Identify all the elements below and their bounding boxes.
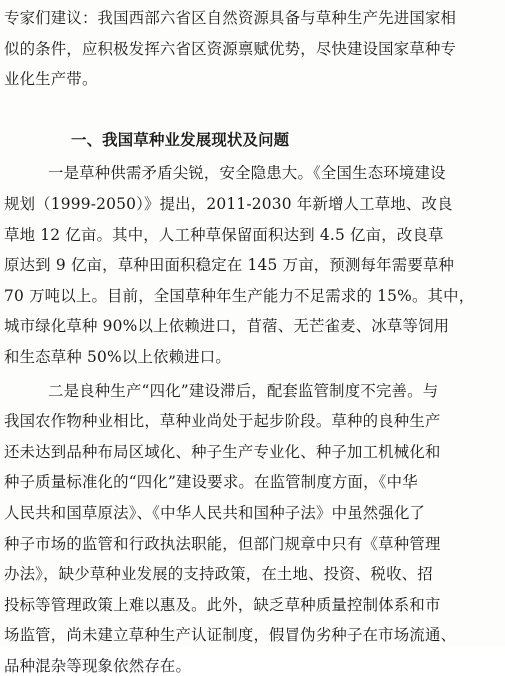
intro-line-2: 似的条件，应积极发挥六省区资源禀赋优势，尽快建设国家草种专	[4, 39, 457, 58]
paragraph2-line-6: 种子市场的监管和行政执法职能，但部门规章中只有《草种管理	[4, 534, 441, 553]
paragraph1-line-4: 原达到 9 亿亩，草种田面积稳定在 145 万亩，预测每年需要草种	[4, 256, 455, 275]
intro-line-3: 业化生产带。	[4, 70, 98, 89]
paragraph2-line-10: 品种混杂等现象依然存在。	[4, 657, 192, 675]
paragraph1-line-2: 规划（1999-2050）》提出，2011-2030 年新增人工草地、改良	[4, 195, 453, 213]
paragraph2-line-1: 二是良种生产“四化”建设滞后，配套监管制度不完善。与	[48, 381, 439, 400]
paragraph1-line-5: 70 万吨以上。目前，全国草种年生产能力不足需求的 15%。其中，	[4, 286, 475, 305]
intro-line-1: 专家们建议：我国西部六省区自然资源具备与草种生产先进国家相	[4, 9, 457, 27]
paragraph2-line-3: 还未达到品种布局区域化、种子生产专业化、种子加工机械化和	[4, 442, 441, 461]
paragraph1-line-1: 一是草种供需矛盾尖锐，安全隐患大。《全国生态环境建设	[48, 164, 446, 183]
paragraph1-line-3: 草地 12 亿亩。其中，人工种草保留面积达到 4.5 亿亩，改良草	[4, 225, 444, 244]
paragraph2-line-2: 我国农作物种业相比，草种业尚处于起步阶段。草种的良种生产	[4, 412, 441, 431]
paragraph1-line-7: 和生态草种 50%以上依赖进口。	[4, 348, 231, 366]
paragraph2-line-7: 办法》，缺少草种业发展的支持政策，在土地、投资、税收、招	[4, 565, 433, 584]
section-heading: 一、我国草种业发展现状及问题	[71, 130, 290, 149]
paragraph2-line-8: 投标等管理政策上难以惠及。此外，缺乏草种质量控制体系和市	[4, 595, 441, 614]
paragraph1-line-6: 城市绿化草种 90%以上依赖进口，苜蓿、无芒雀麦、冰草等饲用	[4, 317, 450, 336]
paragraph2-line-4: 种子质量标准化的“四化”建设要求。在监管制度方面，《中华	[4, 473, 418, 492]
paragraph2-line-5: 人民共和国草原法》、《中华人民共和国种子法》中虽然强化了	[4, 504, 426, 522]
paragraph2-line-9: 场监管，尚未建立草种生产认证制度，假冒伪劣种子在市场流通、	[4, 626, 457, 645]
